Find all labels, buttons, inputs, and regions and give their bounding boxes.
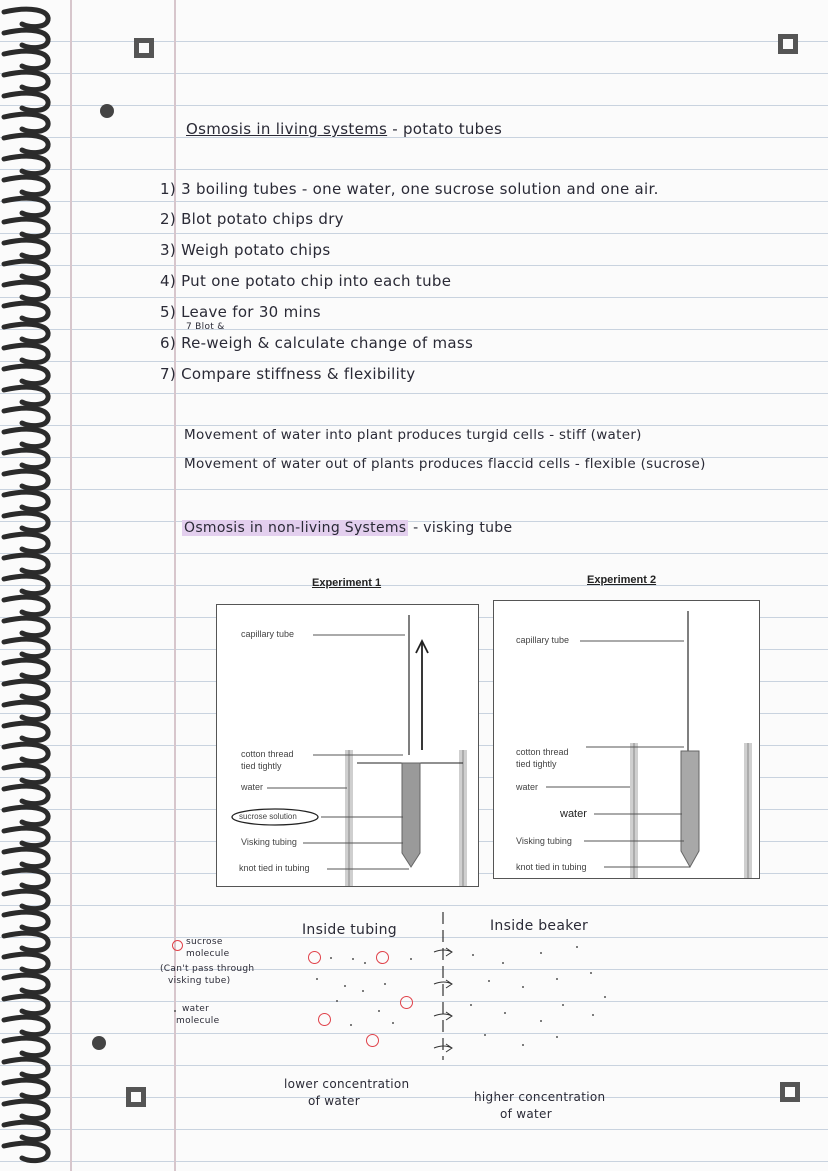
spiral-coil — [4, 177, 48, 194]
section-heading-main: Osmosis in non-living Systems — [184, 520, 407, 536]
section-heading-suffix: - visking tube — [408, 520, 513, 536]
spiral-coil — [4, 576, 48, 593]
water-molecule — [592, 1014, 594, 1016]
water-molecule — [540, 952, 542, 954]
spiral-coil — [4, 513, 48, 530]
step-6-annotation: 7 Blot & — [186, 322, 225, 332]
spiral-coil — [4, 933, 48, 950]
spiral-coil — [4, 639, 48, 656]
spiral-coil — [4, 429, 48, 446]
water-molecule — [330, 957, 332, 959]
spiral-coil — [4, 366, 48, 383]
label-sucrose-solution: sucrose solution — [239, 812, 297, 821]
spiral-coil — [4, 51, 48, 68]
membrane-line — [428, 910, 458, 1070]
experiment-2-figure — [493, 600, 760, 879]
step-6: 6) Re-weigh & calculate change of mass — [160, 334, 474, 352]
spiral-coil — [4, 219, 48, 236]
spiral-coil — [4, 72, 48, 89]
label-water-inner: water — [560, 808, 587, 820]
spiral-coil — [4, 492, 48, 509]
spiral-coil — [4, 282, 48, 299]
sucrose-molecule — [366, 1034, 379, 1047]
spiral-coil — [4, 1059, 48, 1076]
water-molecule — [540, 1020, 542, 1022]
spiral-coil — [4, 240, 48, 257]
water-molecule — [410, 958, 412, 960]
spiral-coil — [4, 996, 48, 1013]
spiral-coil — [4, 303, 48, 320]
sucrose-molecule — [376, 951, 389, 964]
spiral-coil — [4, 198, 48, 215]
spiral-coil — [4, 744, 48, 761]
water-molecule — [336, 1000, 338, 1002]
spiral-coil — [4, 135, 48, 152]
experiment-1-title: Experiment 1 — [312, 577, 382, 589]
sucrose-molecule — [400, 996, 413, 1009]
label-capillary-tube: capillary tube — [241, 629, 295, 639]
water-molecule — [484, 1034, 486, 1036]
spiral-coil — [4, 9, 48, 26]
water-molecule — [378, 1010, 380, 1012]
step-5: 5) Leave for 30 mins — [160, 303, 321, 321]
step-2: 2) Blot potato chips dry — [160, 210, 344, 228]
water-molecule — [556, 1036, 558, 1038]
water-molecule — [504, 1012, 506, 1014]
label-cotton-thread: cotton thread — [516, 747, 569, 757]
spiral-coil — [4, 807, 48, 824]
water-molecule — [344, 985, 346, 987]
spiral-coil — [4, 1038, 48, 1055]
spiral-coil — [4, 1080, 48, 1097]
legend-note: (Can't pass through — [160, 964, 255, 974]
water-molecule — [384, 983, 386, 985]
label-tied-tightly: tied tightly — [241, 761, 282, 771]
spiral-coil — [4, 660, 48, 677]
sucrose-molecule — [318, 1013, 331, 1026]
spiral-coil — [4, 618, 48, 635]
water-molecule — [502, 962, 504, 964]
legend-sucrose: sucrose — [186, 937, 223, 947]
spiral-coil — [4, 324, 48, 341]
spiral-coil — [4, 912, 48, 929]
spiral-coil — [4, 1017, 48, 1034]
water-molecule — [364, 962, 366, 964]
corner-marker — [778, 34, 798, 54]
water-molecule — [392, 1022, 394, 1024]
spiral-coil — [4, 345, 48, 362]
legend-sucrose-circle — [172, 940, 183, 951]
step-4: 4) Put one potato chip into each tube — [160, 272, 452, 290]
spiral-coil — [4, 849, 48, 866]
step-7: 7) Compare stiffness & flexibility — [160, 365, 416, 383]
spiral-coil — [4, 471, 48, 488]
inside-beaker-label: Inside beaker — [490, 918, 589, 934]
spiral-coil — [4, 1143, 48, 1160]
water-molecule — [562, 1004, 564, 1006]
section-heading — [182, 520, 512, 536]
punch-hole — [100, 104, 114, 118]
spiral-coil — [4, 765, 48, 782]
title-main: Osmosis in living systems — [186, 120, 388, 138]
legend-sucrose: molecule — [186, 949, 230, 959]
higher-concentration-label: of water — [500, 1107, 552, 1121]
spiral-binding — [0, 0, 60, 1171]
water-molecule — [350, 1024, 352, 1026]
water-molecule — [352, 958, 354, 960]
label-visking-tubing: Visking tubing — [516, 836, 572, 846]
margin-line — [174, 0, 176, 1171]
water-molecule — [316, 978, 318, 980]
label-tied-tightly: tied tightly — [516, 759, 557, 769]
step-3: 3) Weigh potato chips — [160, 241, 331, 259]
corner-marker — [126, 1087, 146, 1107]
page-title — [186, 120, 502, 138]
label-capillary-tube: capillary tube — [516, 635, 570, 645]
label-visking-tubing: Visking tubing — [241, 837, 297, 847]
spiral-coil — [4, 408, 48, 425]
label-cotton-thread: cotton thread — [241, 749, 294, 759]
water-molecule — [488, 980, 490, 982]
note-turgid: Movement of water into plant produces turgid cells - stiff (water) — [184, 427, 642, 443]
water-molecule — [470, 1004, 472, 1006]
spiral-coil — [4, 156, 48, 173]
lower-concentration-label: lower concentration — [284, 1077, 410, 1091]
water-molecule — [604, 996, 606, 998]
inside-tubing-label: Inside tubing — [302, 922, 397, 938]
experiment-1-figure — [216, 604, 479, 887]
water-molecule — [590, 972, 592, 974]
legend-water-dot — [174, 1010, 176, 1012]
label-knot: knot tied in tubing — [239, 863, 310, 873]
spiral-coil — [4, 891, 48, 908]
sucrose-molecule — [308, 951, 321, 964]
spiral-coil — [4, 534, 48, 551]
spiral-coil — [4, 954, 48, 971]
water-molecule — [522, 986, 524, 988]
lower-concentration-label: of water — [308, 1094, 360, 1108]
spiral-coil — [4, 93, 48, 110]
label-water: water — [516, 782, 539, 792]
higher-concentration-label: higher concentration — [474, 1090, 606, 1104]
spiral-coil — [4, 114, 48, 131]
step-1: 1) 3 boiling tubes - one water, one sucrose solution and one air. — [160, 180, 659, 198]
water-molecule — [362, 990, 364, 992]
spiral-coil — [4, 723, 48, 740]
corner-marker — [134, 38, 154, 58]
spiral-coil — [4, 597, 48, 614]
spiral-coil — [4, 555, 48, 572]
water-molecule — [556, 978, 558, 980]
water-molecule — [522, 1044, 524, 1046]
label-knot: knot tied in tubing — [516, 862, 587, 872]
legend-note: visking tube) — [168, 976, 231, 986]
spiral-coil — [4, 828, 48, 845]
spiral-coil — [4, 1101, 48, 1118]
spiral-coil — [4, 387, 48, 404]
legend-water: water — [182, 1004, 210, 1014]
note-flaccid: Movement of water out of plants produces flaccid cells - flexible (sucrose) — [184, 456, 706, 472]
spiral-coil — [4, 975, 48, 992]
corner-marker — [780, 1082, 800, 1102]
water-molecule — [472, 954, 474, 956]
experiment-2-title: Experiment 2 — [587, 574, 657, 586]
spiral-coil — [4, 1122, 48, 1139]
spiral-coil — [4, 30, 48, 47]
margin-line — [70, 0, 72, 1171]
legend-water: molecule — [176, 1016, 220, 1026]
spiral-coil — [4, 870, 48, 887]
punch-hole — [92, 1036, 106, 1050]
spiral-coil — [4, 786, 48, 803]
title-suffix: - potato tubes — [387, 120, 503, 138]
spiral-coil — [4, 681, 48, 698]
spiral-coil — [4, 261, 48, 278]
water-molecule — [576, 946, 578, 948]
spiral-coil — [4, 450, 48, 467]
label-water: water — [241, 782, 264, 792]
spiral-coil — [4, 702, 48, 719]
